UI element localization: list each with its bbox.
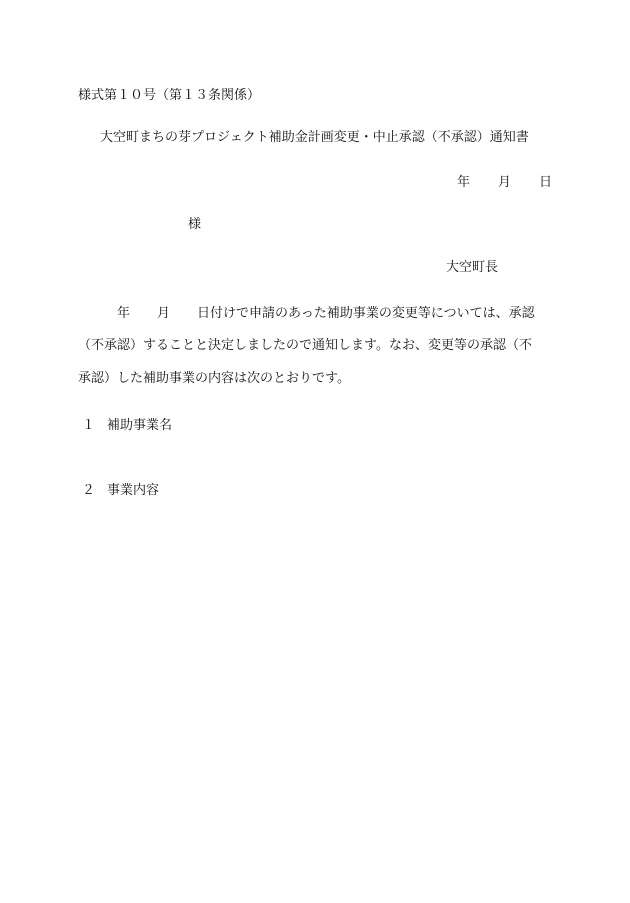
body-year-label: 年	[117, 306, 131, 321]
date-day-label: 日	[539, 175, 553, 190]
item-1-number: １	[82, 418, 96, 433]
item-1-label: 補助事業名	[107, 418, 173, 433]
body-line-3: 承認）した補助事業の内容は次のとおりです。	[78, 371, 350, 386]
date-line	[455, 175, 555, 191]
body-line-2: （不承認）することと決定しましたので通知します。なお、変更等の承認（不	[78, 338, 532, 353]
sender-name: 大空町長	[446, 260, 499, 275]
document-title: 大空町まちの芽プロジェクト補助金計画変更・中止承認（不承認）通知書	[100, 130, 529, 145]
body-line-1: 日付けで申請のあった補助事業の変更等については、承認	[197, 306, 535, 321]
item-2-label: 事業内容	[107, 483, 160, 498]
body-month-label: 月	[157, 306, 171, 321]
date-year-label: 年	[457, 175, 471, 190]
addressee-suffix: 様	[188, 217, 202, 232]
form-number: 様式第１０号（第１３条関係）	[78, 88, 261, 103]
date-month-label: 月	[498, 175, 512, 190]
item-2-number: ２	[82, 483, 96, 498]
